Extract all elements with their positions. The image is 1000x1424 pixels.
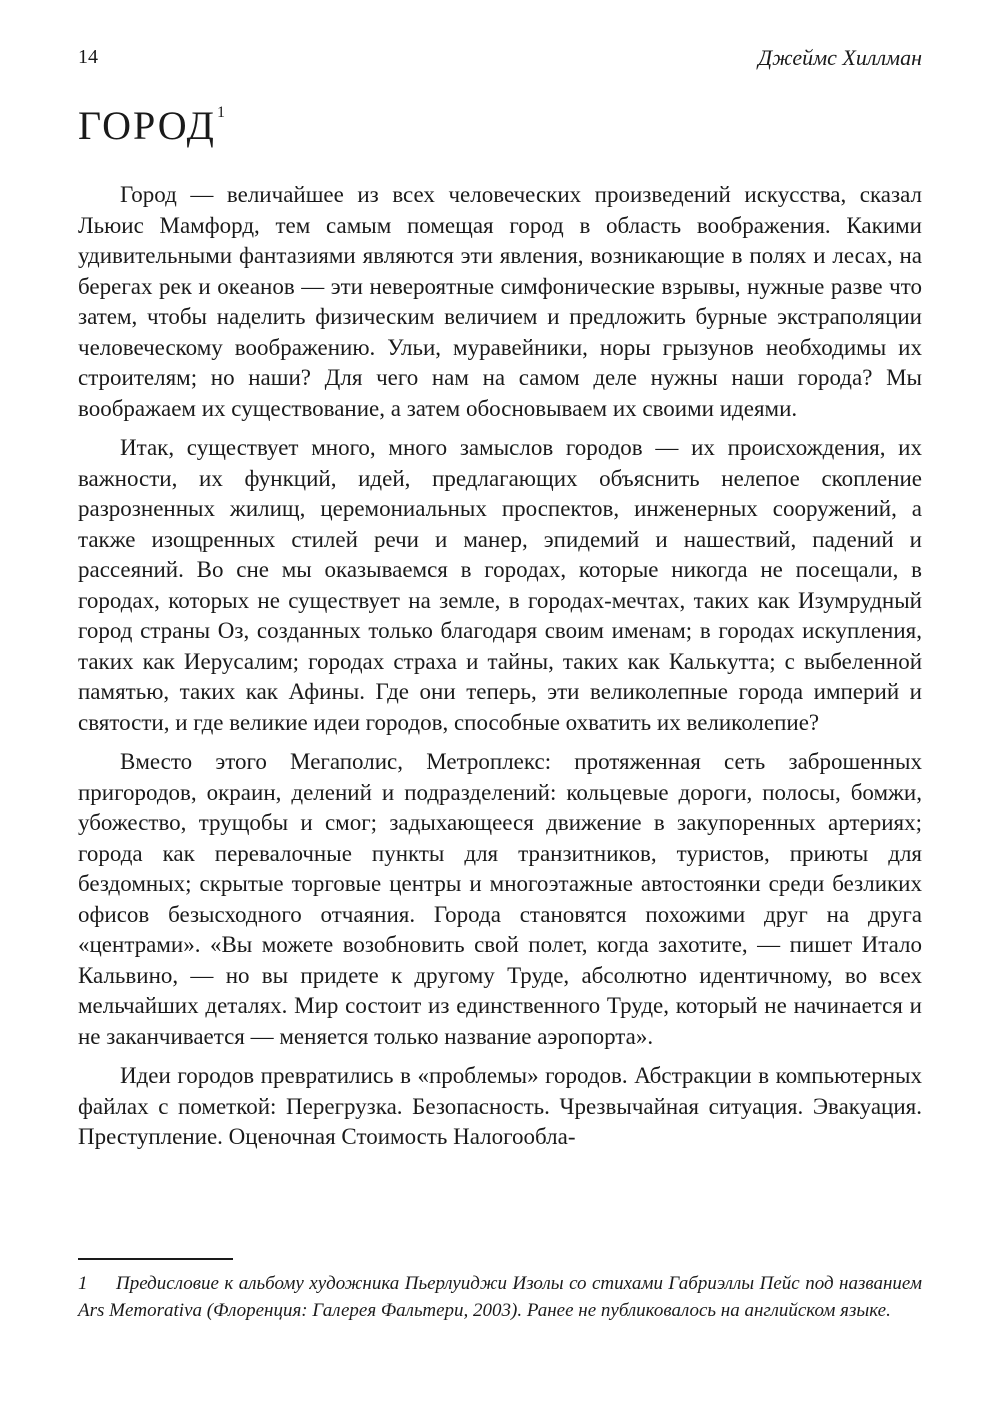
paragraph: Идеи городов превратились в «проблемы» городов. Абстракции в компьютерных файлах с пометкой: Перегрузка. Безопасность. Чрезвычайная ситуация. Эвакуация. Преступление. Оценочная Стоимость Налогообла- <box>78 1063 922 1149</box>
chapter-title-text: ГОРОД <box>78 103 216 148</box>
footnote-text: Предисловие к альбому художника Пьерлуиджи Изолы со стихами Габриэллы Пейс под названием Ars Memorativa (Флоренция: Галерея Фальтери, 2003). Ранее не публиковалось на английском языке. <box>78 1273 922 1321</box>
book-page <box>78 0 922 1424</box>
footnote <box>78 1270 922 1324</box>
paragraph: Итак, существует много, много замыслов городов — их происхождения, их важности, их функций, идей, предлагающих объяснить нелепое скопление разрозненных жилищ, церемониальных проспектов, инженерных сооружений, а также изощренных стилей речи и манер, эпидемий и нашествий, падений и рассеяний. Во сне мы оказываемся в городах, которые никогда не посещали, в городах, которых не существует на земле, в городах-мечтах, таких как Изумрудный город страны Оз, созданных только благодаря своим именам; в городах искупления, таких как Иерусалим; городах страха и тайны, таких как Калькутта; с выбеленной памятью, таких как Афины. Где они теперь, эти великолепные города империй и святости, и где великие идеи городов, способные охватить их великолепие? <box>78 435 922 735</box>
running-head-author: Джеймс Хиллман <box>758 45 922 70</box>
footnote-reference[interactable]: 1 <box>216 104 225 121</box>
footnote-divider <box>78 1258 233 1260</box>
body-text <box>78 180 922 1162</box>
paragraph: Город — величайшее из всех человеческих произведений искусства, сказал Льюис Мамфорд, тем самым помещая город в область воображения. Какими удивительными фантазиями являются эти явления, возникающие в полях и лесах, на берегах рек и океанов — эти невероятные симфонические взрывы, нужные разве что затем, чтобы наделить физическим величием и предложить бурные экстраполяции человеческому воображению. Ульи, муравейники, норы грызунов необходимы их строителям; но наши? Для чего нам на самом деле нужны наши города? Мы воображаем их существование, а затем обосновываем их своими идеями. <box>78 182 922 421</box>
paragraph: Вместо этого Мегаполис, Метроплекс: протяженная сеть заброшенных пригородов, окраин, делений и подразделений: кольцевые дороги, полосы, бомжи, убожество, трущобы и смог; задыхающееся движение в закупоренных артериях; города как перевалочные пункты для транзитников, туристов, приюты для бездомных; скрытые торговые центры и многоэтажные автостоянки среди безликих офисов безысходного отчаяния. Города становятся похожими друг на друга «центрами». «Вы можете возобновить свой полет, когда захотите, — пишет Итало Кальвино, — но вы придете к другому Труде, абсолютно идентичному, во всех мельчайших деталях. Мир состоит из единственного Труде, который не начинается и не заканчивается — меняется только название аэропорта». <box>78 749 922 1049</box>
page-number: 14 <box>78 46 98 68</box>
chapter-title <box>78 88 225 151</box>
footnote-number: 1 <box>78 1273 88 1294</box>
